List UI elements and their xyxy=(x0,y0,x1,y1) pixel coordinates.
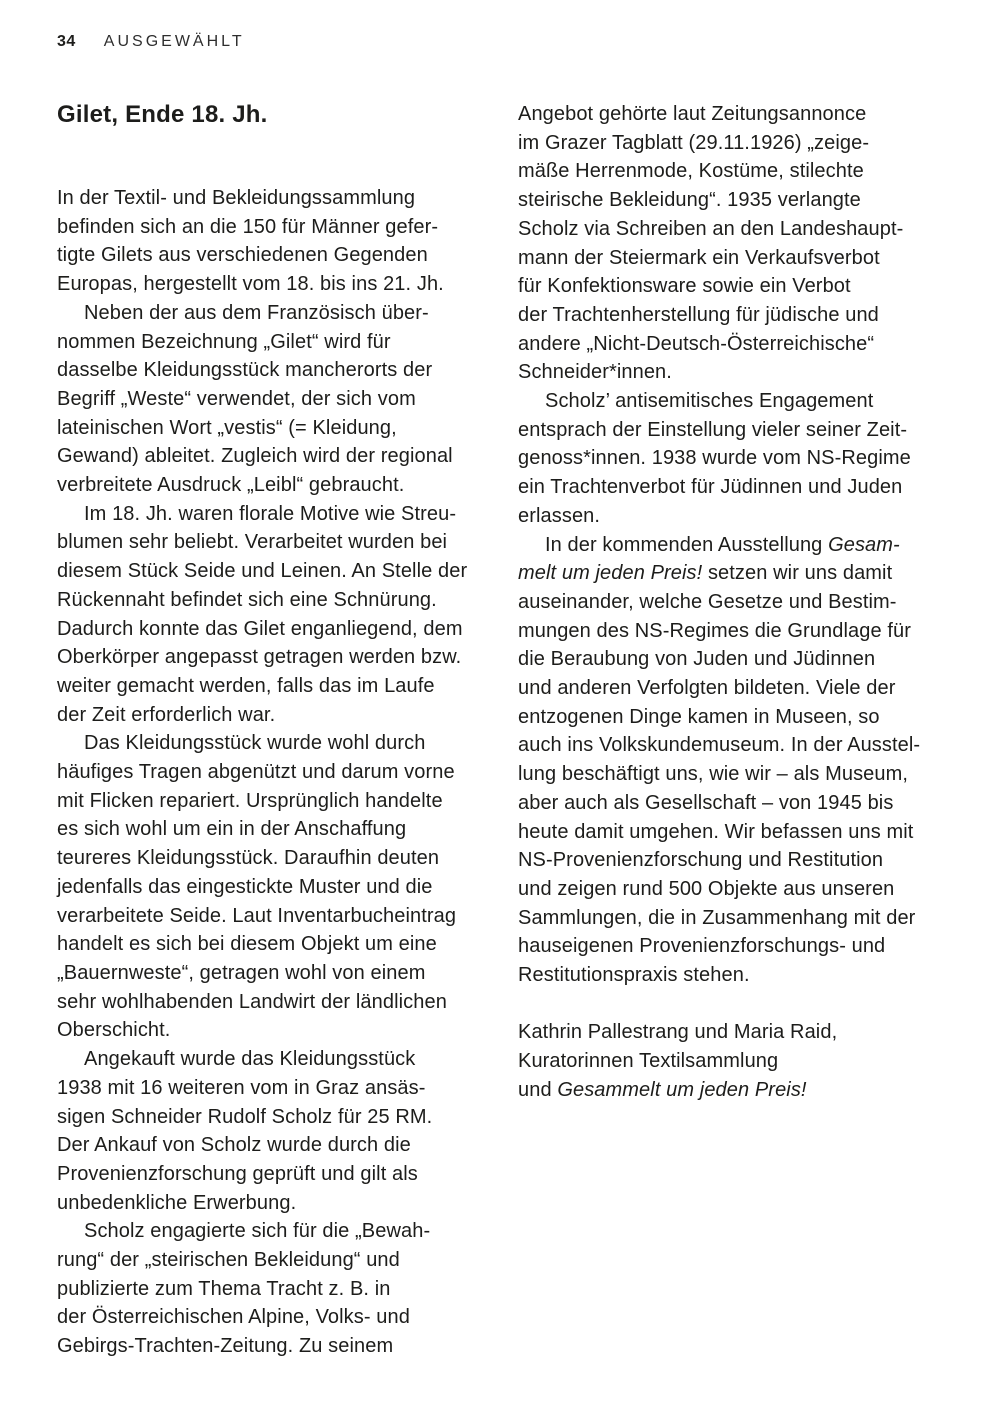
text-segment: tigte Gilets aus verschiedenen Gegenden xyxy=(57,244,428,267)
text-segment: andere „Nicht-Deutsch-Österreichische“ xyxy=(518,332,875,355)
text-segment: nommen Bezeichnung „Gilet“ wird für xyxy=(57,330,391,353)
text-segment: Der Ankauf von Scholz wurde durch die xyxy=(57,1134,411,1157)
text-line xyxy=(57,1160,482,1189)
text-segment: In der Textil- und Bekleidungssammlung xyxy=(57,187,416,209)
text-line xyxy=(57,729,482,758)
text-line xyxy=(518,387,943,416)
text-segment: und zeigen rund 500 Objekte aus unseren xyxy=(518,877,895,900)
text-line xyxy=(518,1047,943,1076)
text-line xyxy=(57,1217,482,1246)
text-segment: Schneider*innen. xyxy=(518,361,672,384)
text-line xyxy=(57,1246,482,1275)
text-line xyxy=(57,1131,482,1160)
text-segment: jedenfalls das eingestickte Muster und die xyxy=(57,875,433,898)
text-line xyxy=(57,930,482,959)
paragraph xyxy=(518,100,943,387)
text-segment: entzogenen Dinge kamen in Museen, so xyxy=(518,705,880,728)
text-segment: Kathrin Pallestrang und Maria Raid, xyxy=(518,1021,838,1044)
text-line xyxy=(518,531,943,560)
text-line xyxy=(57,328,482,357)
text-line xyxy=(518,617,943,646)
article xyxy=(57,100,943,1361)
text-line xyxy=(518,1018,943,1047)
text-line xyxy=(57,1045,482,1074)
paragraph xyxy=(57,1217,482,1361)
text-segment: Gewand) ableitet. Zugleich wird der regional xyxy=(57,445,453,468)
text-line xyxy=(57,184,482,213)
text-line xyxy=(518,100,943,129)
text-line xyxy=(57,1189,482,1218)
section-header-label: AUSGEWÄHLT xyxy=(103,33,245,50)
text-segment: sehr wohlhabenden Landwirt der ländlichen xyxy=(57,990,447,1013)
article-title: Gilet, Ende 18. Jh. xyxy=(57,101,268,128)
text-line xyxy=(518,818,943,847)
article-column-left-body xyxy=(57,184,482,1361)
text-line xyxy=(57,241,482,270)
text-line xyxy=(57,1332,482,1361)
text-line xyxy=(518,645,943,674)
text-segment: Scholz’ antisemitisches Engagement xyxy=(545,390,874,413)
text-line xyxy=(57,270,482,299)
paragraph xyxy=(518,387,943,531)
text-segment: der Zeit erforderlich war. xyxy=(57,703,276,726)
text-line xyxy=(57,557,482,586)
text-segment: Rückennaht befindet sich eine Schnürung. xyxy=(57,588,437,611)
text-line xyxy=(518,330,943,359)
text-line xyxy=(57,586,482,615)
text-segment: teureres Kleidungsstück. Daraufhin deuten xyxy=(57,847,440,870)
text-segment: dasselbe Kleidungsstück mancherorts der xyxy=(57,359,433,382)
paragraph xyxy=(518,531,943,990)
text-segment: Restitutionspraxis stehen. xyxy=(518,964,750,987)
text-line xyxy=(518,559,943,588)
text-line xyxy=(518,215,943,244)
paragraph xyxy=(57,729,482,1045)
text-line xyxy=(57,471,482,500)
text-line xyxy=(518,129,943,158)
text-segment: mungen des NS-Regimes die Grundlage für xyxy=(518,619,911,642)
text-line xyxy=(518,703,943,732)
text-segment: In der kommenden Ausstellung xyxy=(545,533,829,556)
text-segment: häufiges Tragen abgenützt und darum vorne xyxy=(57,761,455,784)
text-line xyxy=(57,356,482,385)
text-line xyxy=(518,932,943,961)
text-segment: auseinander, welche Gesetze und Bestim- xyxy=(518,590,897,613)
article-column-right-body xyxy=(518,100,943,1105)
text-segment: Angekauft wurde das Kleidungsstück xyxy=(84,1048,416,1071)
text-segment: mit Flicken repariert. Ursprünglich handelte xyxy=(57,789,443,812)
text-segment: blumen sehr beliebt. Verarbeitet wurden bei xyxy=(57,531,448,554)
text-segment: und anderen Verfolgten bildeten. Viele der xyxy=(518,677,896,700)
text-line xyxy=(518,731,943,760)
text-line xyxy=(518,961,943,990)
paragraph xyxy=(57,500,482,730)
text-line xyxy=(518,416,943,445)
text-segment: lateinischen Wort „vestis“ (= Kleidung, xyxy=(57,416,397,439)
paragraph xyxy=(57,1045,482,1217)
italic-text-segment: Gesam- xyxy=(828,533,900,556)
text-line xyxy=(57,528,482,557)
text-line xyxy=(57,442,482,471)
text-line xyxy=(57,758,482,787)
text-segment: die Beraubung von Juden und Jüdinnen xyxy=(518,648,876,671)
text-segment: Provenienzforschung geprüft und gilt als xyxy=(57,1162,418,1185)
text-line xyxy=(518,473,943,502)
text-line xyxy=(57,615,482,644)
text-line xyxy=(57,643,482,672)
text-line xyxy=(57,1303,482,1332)
paragraph xyxy=(57,184,482,299)
text-segment: „Bauernweste“, getragen wohl von einem xyxy=(57,961,426,984)
text-line xyxy=(57,299,482,328)
text-line xyxy=(57,500,482,529)
text-segment: handelt es sich bei diesem Objekt um eine xyxy=(57,933,437,956)
text-line xyxy=(518,674,943,703)
text-line xyxy=(57,1275,482,1304)
text-segment: verbreitete Ausdruck „Leibl“ gebraucht. xyxy=(57,474,405,497)
text-line xyxy=(518,244,943,273)
text-segment: es sich wohl um ein in der Anschaffung xyxy=(57,818,407,841)
text-segment: der Österreichischen Alpine, Volks- und xyxy=(57,1306,410,1329)
text-segment: Scholz via Schreiben an den Landeshaupt- xyxy=(518,217,904,240)
text-segment: befinden sich an die 150 für Männer gefer- xyxy=(57,215,439,238)
text-segment: lung beschäftigt uns, wie wir – als Museum, xyxy=(518,763,909,786)
text-line xyxy=(518,760,943,789)
text-line xyxy=(57,787,482,816)
text-segment: publizierte zum Thema Tracht z. B. in xyxy=(57,1277,391,1300)
page-header xyxy=(57,32,943,51)
text-line xyxy=(518,157,943,186)
text-line xyxy=(518,272,943,301)
article-column-left xyxy=(57,100,482,1361)
text-line xyxy=(57,1103,482,1132)
text-segment: Angebot gehörte laut Zeitungsannonce xyxy=(518,103,867,125)
text-line xyxy=(57,959,482,988)
text-segment: Dadurch konnte das Gilet enganliegend, dem xyxy=(57,617,463,640)
text-segment: genoss*innen. 1938 wurde vom NS-Regime xyxy=(518,447,911,470)
text-segment: der Trachtenherstellung für jüdische und xyxy=(518,303,879,326)
text-line xyxy=(518,358,943,387)
text-segment: diesem Stück Seide und Leinen. An Stelle der xyxy=(57,560,468,583)
text-segment: Oberkörper angepasst getragen werden bzw. xyxy=(57,646,462,669)
text-line xyxy=(518,186,943,215)
text-line xyxy=(518,301,943,330)
text-line xyxy=(518,1076,943,1105)
text-line xyxy=(57,385,482,414)
text-segment: verarbeitete Seide. Laut Inventarbucheintrag xyxy=(57,904,457,927)
text-line xyxy=(518,588,943,617)
italic-text-segment: Gesammelt um jeden Preis! xyxy=(557,1078,807,1101)
text-segment: NS-Provenienzforschung und Restitution xyxy=(518,849,884,872)
text-line xyxy=(57,213,482,242)
text-segment: sigen Schneider Rudolf Scholz für 25 RM. xyxy=(57,1105,433,1128)
italic-text-segment: melt um jeden Preis! xyxy=(518,562,703,585)
text-line xyxy=(518,502,943,531)
text-segment: weiter gemacht werden, falls das im Laufe xyxy=(57,674,435,697)
article-column-right xyxy=(518,100,943,1361)
text-line xyxy=(57,701,482,730)
text-line xyxy=(518,875,943,904)
text-line xyxy=(518,444,943,473)
text-line xyxy=(518,904,943,933)
text-segment: Scholz engagierte sich für die „Bewah- xyxy=(84,1220,431,1243)
text-segment: Begriff „Weste“ verwendet, der sich vom xyxy=(57,387,416,410)
text-segment: Im 18. Jh. waren florale Motive wie Streu- xyxy=(84,502,457,525)
text-segment: Neben der aus dem Französisch über- xyxy=(84,301,429,324)
text-segment: Sammlungen, die in Zusammenhang mit der xyxy=(518,906,916,929)
page-number: 34 xyxy=(57,33,76,50)
text-segment: Europas, hergestellt vom 18. bis ins 21. Jh. xyxy=(57,273,444,296)
text-segment: im Grazer Tagblatt (29.11.1926) „zeige- xyxy=(518,131,870,154)
text-segment: setzen wir uns damit xyxy=(702,562,893,585)
text-segment: unbedenkliche Erwerbung. xyxy=(57,1191,297,1214)
text-segment: auch ins Volkskundemuseum. In der Ausstel- xyxy=(518,734,921,757)
text-segment: Oberschicht. xyxy=(57,1019,171,1042)
text-segment: und xyxy=(518,1078,558,1101)
text-segment: rung“ der „steirischen Bekleidung“ und xyxy=(57,1249,400,1272)
text-line xyxy=(57,1016,482,1045)
text-line xyxy=(57,1074,482,1103)
text-segment: entsprach der Einstellung vieler seiner Zeit- xyxy=(518,418,908,441)
text-segment: ein Trachtenverbot für Jüdinnen und Juden xyxy=(518,476,903,499)
text-segment: Kuratorinnen Textilsammlung xyxy=(518,1050,779,1073)
text-segment: erlassen. xyxy=(518,504,601,527)
text-line xyxy=(57,414,482,443)
text-segment: aber auch als Gesellschaft – von 1945 bis xyxy=(518,791,894,814)
text-line xyxy=(57,815,482,844)
text-segment: mann der Steiermark ein Verkaufsverbot xyxy=(518,246,880,269)
text-line xyxy=(57,988,482,1017)
text-segment: 1938 mit 16 weiteren vom in Graz ansäs- xyxy=(57,1076,426,1099)
text-line xyxy=(57,844,482,873)
text-segment: Das Kleidungsstück wurde wohl durch xyxy=(84,732,426,755)
text-segment: für Konfektionsware sowie ein Verbot xyxy=(518,275,851,298)
paragraph xyxy=(518,1018,943,1104)
paragraph xyxy=(57,299,482,500)
text-line xyxy=(518,846,943,875)
text-line xyxy=(518,789,943,818)
text-segment: heute damit umgehen. Wir befassen uns mit xyxy=(518,820,914,843)
text-line xyxy=(57,902,482,931)
text-line xyxy=(57,873,482,902)
text-segment: hauseigenen Provenienzforschungs- und xyxy=(518,935,886,958)
text-segment: Gebirgs-Trachten-Zeitung. Zu seinem xyxy=(57,1335,394,1358)
text-line xyxy=(57,672,482,701)
text-segment: mäße Herrenmode, Kostüme, stilechte xyxy=(518,160,864,183)
text-segment: steirische Bekleidung“. 1935 verlangte xyxy=(518,189,861,212)
